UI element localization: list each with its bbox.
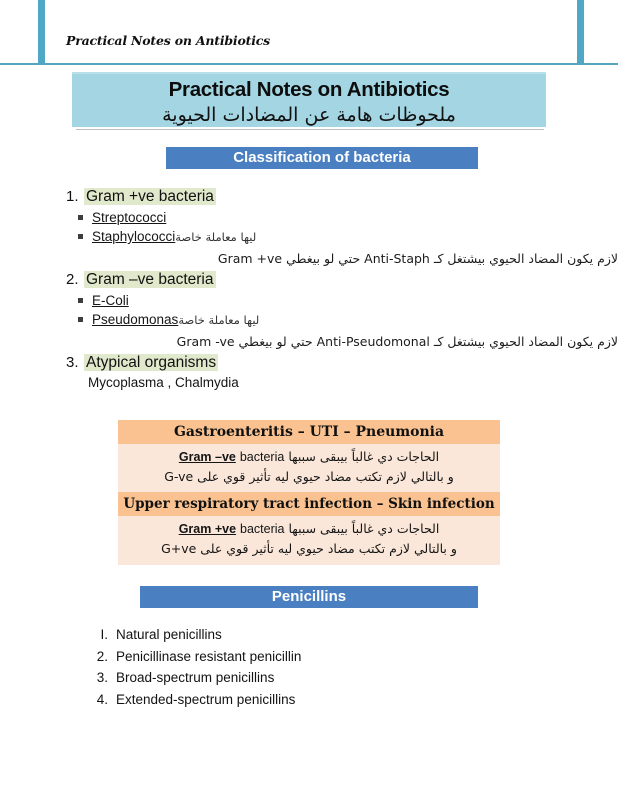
section-header-classification-of-bacteria: Classification of bacteria — [166, 147, 478, 169]
classification-heading-row — [66, 186, 618, 207]
list-item — [92, 208, 618, 227]
clinical-box-header: Gastroenteritis – UTI – Pneumonia — [118, 420, 500, 444]
list-item — [92, 227, 618, 247]
classification-sub-list — [0, 208, 618, 247]
classification-heading-row — [66, 269, 618, 290]
list-item — [92, 310, 618, 330]
bacteria-word: bacteria — [240, 522, 285, 536]
header-divider-rule — [0, 63, 618, 65]
header-accent-bar-right — [577, 0, 584, 64]
clinical-box-gram-positive — [118, 492, 500, 565]
page-header — [0, 0, 618, 66]
square-bullet-icon — [78, 298, 83, 303]
clinical-box-line-1-arabic: الحاجات دي غالباً بيبقى سببها — [288, 521, 440, 536]
header-accent-bar-left — [38, 0, 45, 64]
running-header-title: Practical Notes on Antibiotics — [66, 33, 270, 48]
clinical-box-line-1 — [118, 519, 500, 539]
atypical-organisms-list: Mycoplasma , Chalmydia — [88, 375, 239, 390]
document-title-english: Practical Notes on Antibiotics — [168, 78, 450, 101]
clinical-box-line-1-arabic: الحاجات دي غالباً بيبقى سببها — [288, 449, 440, 464]
classification-heading-label: Gram +ve bacteria — [86, 188, 214, 205]
list-number: 2. — [66, 271, 79, 288]
classification-sub-list — [0, 291, 618, 330]
list-item — [88, 667, 301, 689]
organism-note-arabic: ليها معاملة خاصة — [178, 313, 260, 327]
list-item — [88, 624, 301, 646]
classification-content — [0, 186, 618, 393]
list-item — [88, 646, 301, 668]
bacteria-word: bacteria — [239, 450, 285, 464]
square-bullet-icon — [78, 215, 83, 220]
classification-heading-label: Atypical organisms — [86, 354, 217, 371]
classification-heading-label: Gram –ve bacteria — [86, 271, 214, 288]
list-number: I. — [100, 627, 108, 642]
organism-name: Staphylococci — [92, 229, 176, 244]
clinical-box-line-2: و بالتالي لازم تكتب مضاد حيوي ليه تأثير قوي على G+ve — [161, 541, 457, 556]
penicillin-label: Penicillinase resistant penicillin — [116, 648, 302, 664]
list-item — [88, 689, 301, 711]
classification-note-arabic: لازم يكون المضاد الحيوي بيشتغل كـ Anti-Staph حتي لو بيغطي Gram +ve — [217, 251, 618, 266]
clinical-box-body — [118, 444, 500, 487]
section-header-penicillins: Penicillins — [140, 586, 478, 608]
penicillin-label: Natural penicillins — [116, 627, 222, 642]
clinical-box-line-1 — [118, 447, 500, 467]
classification-group-gram-negative — [0, 269, 618, 352]
organism-name: E-Coli — [92, 293, 129, 308]
gram-stain-term: Gram –ve — [178, 450, 236, 464]
classification-heading-row — [66, 352, 618, 373]
penicillins-list — [88, 624, 301, 710]
classification-group-gram-positive — [0, 186, 618, 269]
penicillin-label: Broad-spectrum penicillins — [116, 670, 275, 685]
list-number: 2. — [96, 648, 108, 664]
organism-name: Streptococci — [92, 210, 167, 225]
classification-group-atypical — [0, 352, 618, 393]
gram-stain-term: Gram +ve — [178, 522, 237, 536]
document-title-arabic: ملحوظات هامة عن المضادات الحيوية — [162, 104, 456, 126]
list-number: 3. — [96, 670, 108, 685]
list-number: 4. — [96, 691, 108, 707]
square-bullet-icon — [78, 234, 83, 239]
clinical-box-body — [118, 516, 500, 559]
square-bullet-icon — [78, 317, 83, 322]
title-banner-underline — [76, 129, 544, 130]
document-title-banner — [72, 72, 546, 127]
clinical-box-header: Upper respiratory tract infection – Skin infection — [118, 492, 500, 516]
list-item — [92, 291, 618, 310]
organism-name: Pseudomonas — [92, 312, 179, 327]
clinical-box-line-2: و بالتالي لازم تكتب مضاد حيوي ليه تأثير قوي على G-ve — [164, 469, 454, 484]
clinical-box-gram-negative — [118, 420, 500, 492]
penicillin-label: Extended-spectrum penicillins — [116, 691, 296, 707]
classification-note-arabic: لازم يكون المضاد الحيوي بيشتغل كـ Anti-Pseudomonal حتي لو بيغطي Gram -ve — [176, 334, 618, 349]
organism-note-arabic: ليها معاملة خاصة — [175, 230, 257, 244]
list-number: 3. — [66, 354, 79, 371]
list-number: 1. — [66, 188, 79, 205]
